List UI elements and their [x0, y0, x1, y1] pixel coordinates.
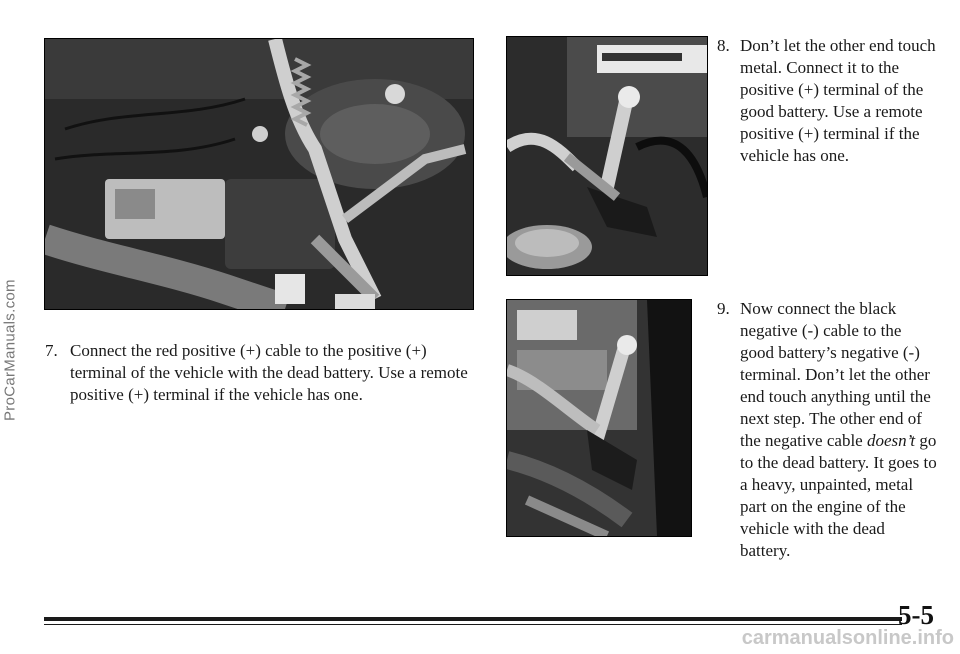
engine-bay-photo: [44, 38, 474, 310]
negative-clamp-illustration: [507, 300, 691, 536]
page-number: 5-5: [898, 600, 934, 630]
footer-watermark: carmanualsonline.info: [741, 627, 954, 649]
footer-rule-thick: [44, 617, 902, 621]
step-7-number: 7.: [45, 341, 58, 360]
engine-bay-illustration: [45, 39, 473, 309]
step-9-number: 9.: [717, 299, 730, 318]
footer-rule-thin: [44, 624, 902, 625]
step-9-text-after: go to the dead battery. It goes to a heavy, unpainted, metal part on the engine of the vehicle with the dead battery.: [740, 431, 937, 560]
step-7: [45, 340, 485, 406]
side-watermark: ProCarManuals.com: [1, 279, 19, 421]
step-9-text-before: Now connect the black negative (-) cable to the good battery’s negative (-) terminal. Don’t let the other end touch anything until the next step. The other end of the negative cable: [740, 299, 931, 450]
step-8-text: Don’t let the other end touch metal. Connect it to the positive (+) terminal of the good battery. Use a remote positive (+) terminal if the vehicle has one.: [740, 36, 936, 165]
step-7-text: Connect the red positive (+) cable to the positive (+) terminal of the vehicle with the dead battery. Use a remote positive (+) terminal if the vehicle has one.: [70, 341, 468, 404]
step-9: [717, 298, 939, 562]
step-8-number: 8.: [717, 36, 730, 55]
good-battery-negative-photo: [506, 299, 692, 537]
step-8: [717, 35, 937, 167]
good-battery-positive-photo: [506, 36, 708, 276]
step-9-text: [740, 298, 939, 562]
positive-clamp-illustration: [507, 37, 707, 275]
step-9-emphasis: doesn’t: [866, 431, 916, 450]
